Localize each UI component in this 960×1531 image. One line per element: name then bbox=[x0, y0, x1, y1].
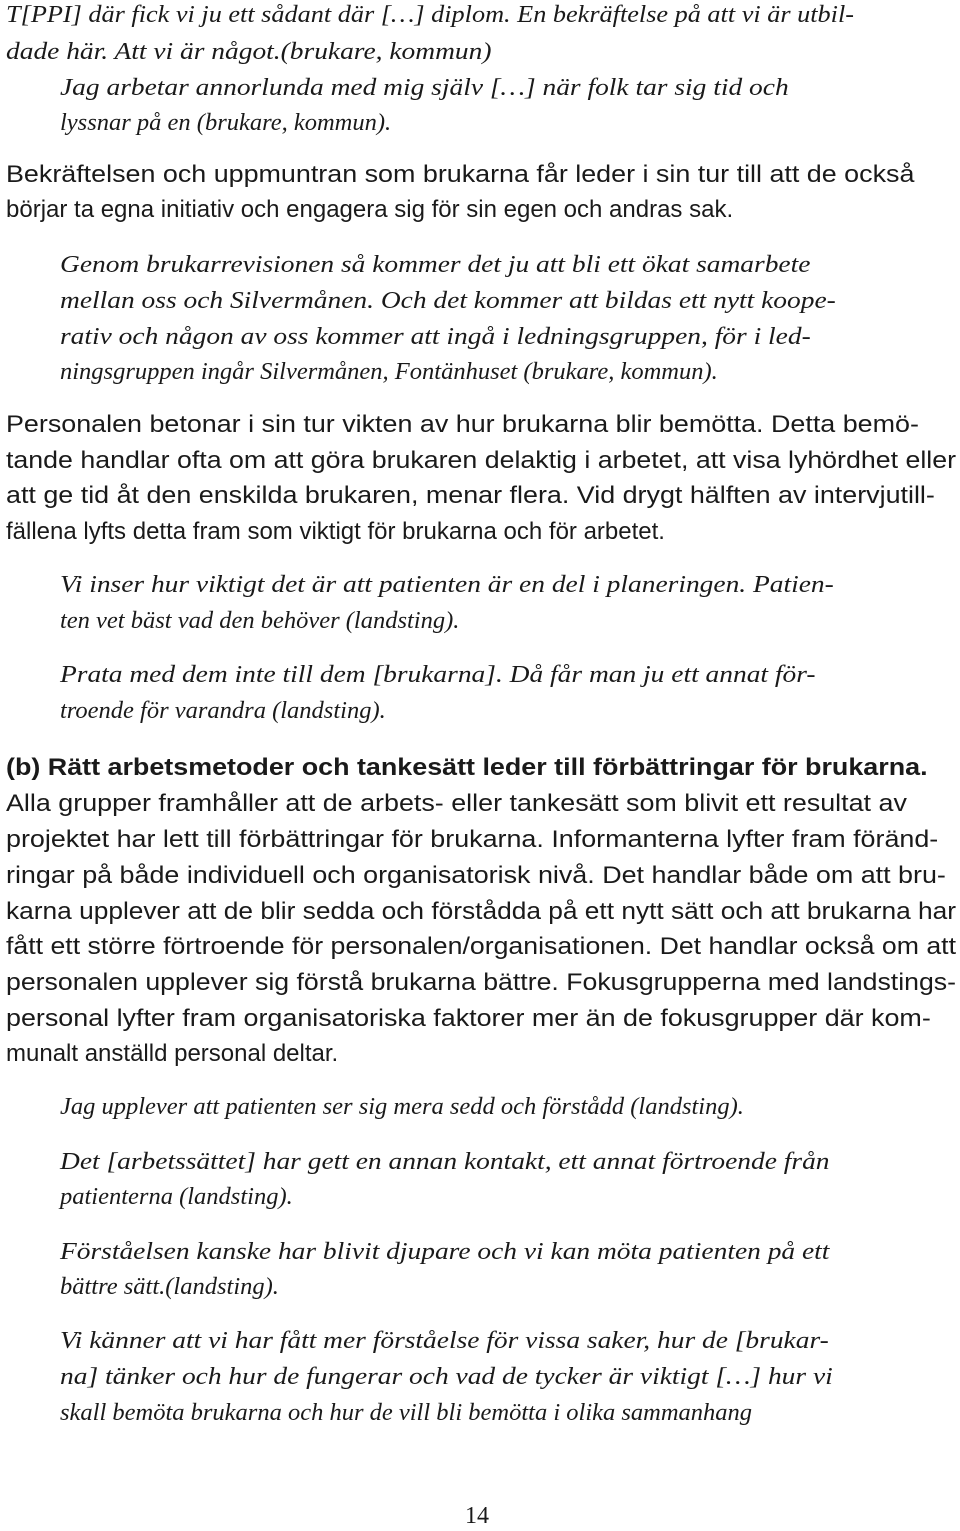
text-line: tande handlar ofta om att göra brukaren delaktig i arbetet, att visa lyhördhet eller bbox=[6, 447, 957, 474]
text-line: Det [arbetssättet] har gett en annan kontakt, ett annat förtroende från bbox=[60, 1148, 830, 1175]
text-line: munalt anställd personal deltar. bbox=[6, 1040, 339, 1067]
text-line: T[PPI] där fick vi ju ett sådant där […] diplom. En bekräftelse på att vi är utbil- bbox=[6, 1, 855, 28]
text-line: lyssnar på en (brukare, kommun). bbox=[60, 109, 392, 136]
text-line: ningsgruppen ingår Silvermånen, Fontänhuset (brukare, kommun). bbox=[60, 358, 718, 385]
page-number: 14 bbox=[465, 1503, 489, 1529]
text-line: Personalen betonar i sin tur vikten av hur brukarna blir bemötta. Detta bemö- bbox=[6, 411, 919, 438]
text-line: Genom brukarrevisionen så kommer det ju att bli ett ökat samarbete bbox=[60, 251, 811, 278]
text-line: Bekräftelsen och uppmuntran som brukarna får leder i sin tur till att de också bbox=[6, 161, 915, 188]
text-line: na] tänker och hur de fungerar och vad de tycker är viktigt […] hur vi bbox=[60, 1363, 833, 1390]
text-line: ringar på både individuell och organisatorisk nivå. Det handlar både om att bru- bbox=[6, 862, 946, 889]
text-line: projektet har lett till förbättringar för brukarna. Informanterna lyfter fram föränd- bbox=[6, 826, 939, 853]
text-line: rativ och någon av oss kommer att ingå i ledningsgruppen, för i led- bbox=[60, 323, 811, 350]
text-line: fått ett större förtroende för personalen/organisationen. Det handlar också om att bbox=[6, 933, 957, 960]
text-line: Prata med dem inte till dem [brukarna]. Då får man ju ett annat för- bbox=[60, 661, 816, 688]
text-line: skall bemöta brukarna och hur de vill bli bemötta i olika sammanhang bbox=[60, 1399, 753, 1426]
text-line: patienterna (landsting). bbox=[60, 1183, 293, 1210]
text-line: personal lyfter fram organisatoriska faktorer mer än de fokusgrupper där kom- bbox=[6, 1005, 931, 1032]
text-line: börjar ta egna initiativ och engagera sig för sin egen och andras sak. bbox=[6, 196, 734, 223]
text-line: mellan oss och Silvermånen. Och det kommer att bildas ett nytt koope- bbox=[60, 287, 836, 314]
text-line: troende för varandra (landsting). bbox=[60, 697, 386, 724]
text-line: personalen upplever sig förstå brukarna bättre. Fokusgrupperna med landstings- bbox=[6, 969, 957, 996]
text-line: Vi inser hur viktigt det är att patienten är en del i planeringen. Patien- bbox=[60, 571, 834, 598]
text-line: att ge tid åt den enskilda brukaren, menar flera. Vid drygt hälften av intervjutill- bbox=[6, 482, 935, 509]
text-line: bättre sätt.(landsting). bbox=[60, 1273, 279, 1300]
text-line: Alla grupper framhåller att de arbets- eller tankesätt som blivit ett resultat av bbox=[6, 790, 907, 817]
text-line: Jag arbetar annorlunda med mig själv […] när folk tar sig tid och bbox=[60, 74, 789, 101]
text-line: Förståelsen kanske har blivit djupare och vi kan möta patienten på ett bbox=[60, 1238, 830, 1265]
text-line: ten vet bäst vad den behöver (landsting). bbox=[60, 607, 460, 634]
text-line: Jag upplever att patienten ser sig mera sedd och förstådd (landsting). bbox=[60, 1093, 744, 1120]
text-line: Vi känner att vi har fått mer förståelse för vissa saker, hur de [brukar- bbox=[60, 1327, 829, 1354]
text-line: (b) Rätt arbetsmetoder och tankesätt leder till förbättringar för brukarna. bbox=[6, 754, 928, 781]
text-line: dade här. Att vi är något.(brukare, kommun) bbox=[6, 38, 492, 65]
text-line: fällena lyfts detta fram som viktigt för brukarna och för arbetet. bbox=[6, 518, 665, 545]
text-line: karna upplever att de blir sedda och förstådda på ett nytt sätt och att brukarna har bbox=[6, 898, 956, 925]
